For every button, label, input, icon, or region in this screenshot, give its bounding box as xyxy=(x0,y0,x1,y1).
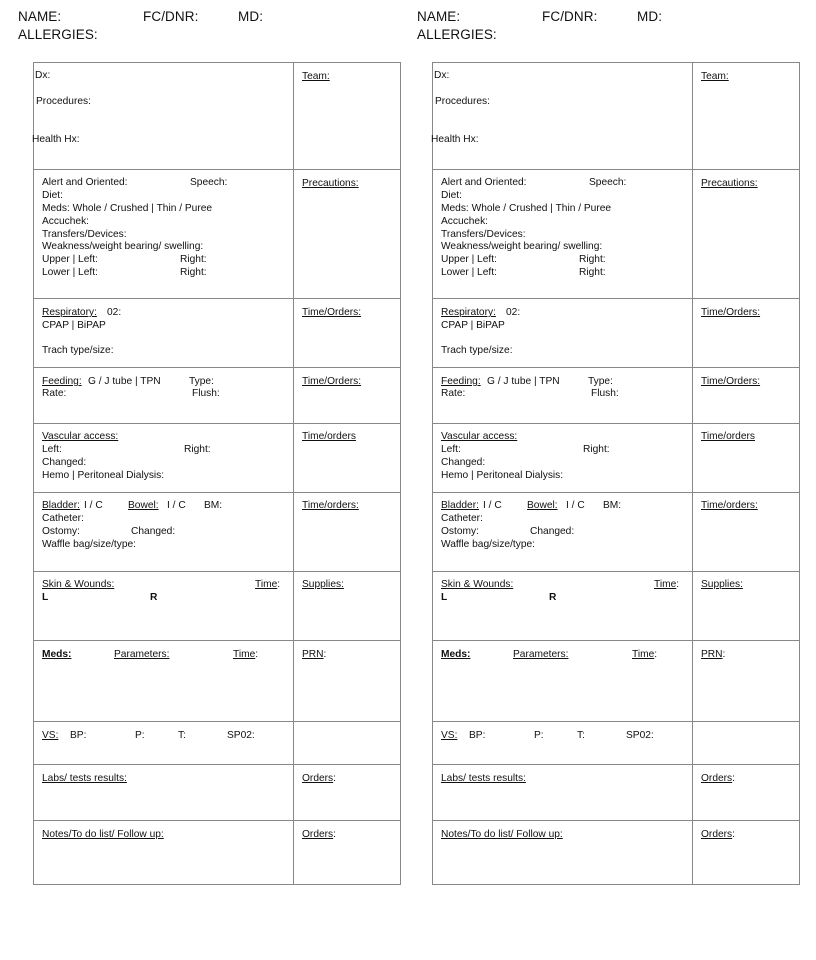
row-divider xyxy=(433,571,799,572)
supplies-label: Supplies: xyxy=(302,579,344,590)
temp-label: T: xyxy=(577,730,585,741)
meds-time-word: Time xyxy=(233,649,256,660)
rate-label: Rate: xyxy=(42,388,67,399)
vitals-label: VS: xyxy=(42,730,59,741)
dialysis-label: Hemo | Peritoneal Dialysis: xyxy=(441,470,564,481)
vascular-time-orders-label: Time/orders xyxy=(701,431,755,442)
prn-word: PRN xyxy=(701,649,723,660)
row-divider xyxy=(34,169,400,170)
vascular-right-label: Right: xyxy=(184,444,211,455)
meds-label: Meds: xyxy=(42,649,72,660)
bowel-label: Bowel: xyxy=(128,500,159,511)
upper-extremity-label: Upper | Left: xyxy=(441,254,497,265)
transfers-label: Transfers/Devices: xyxy=(42,229,127,240)
trach-label: Trach type/size: xyxy=(42,345,114,356)
team-label: Team: xyxy=(302,71,330,82)
code-status-label: FC/DNR: xyxy=(143,9,199,24)
row-divider xyxy=(34,492,400,493)
vascular-access-label: Vascular access: xyxy=(42,431,119,442)
prn-colon: : xyxy=(722,649,726,660)
transfers-label: Transfers/Devices: xyxy=(441,229,526,240)
cpap-bipap-label: CPAP | BiPAP xyxy=(441,320,505,331)
labs-orders-word: Orders xyxy=(302,773,334,784)
precautions-label: Precautions: xyxy=(701,178,758,189)
row-divider xyxy=(34,423,400,424)
name-label: NAME: xyxy=(18,9,62,24)
procedures-label: Procedures: xyxy=(435,96,490,107)
vascular-time-orders-label: Time/orders xyxy=(302,431,356,442)
notes-orders-word: Orders xyxy=(701,829,733,840)
vascular-right-label: Right: xyxy=(583,444,610,455)
upper-right-label: Right: xyxy=(180,254,207,265)
vascular-left-label: Left: xyxy=(441,444,461,455)
row-divider xyxy=(433,169,799,170)
labs-orders-colon: : xyxy=(732,773,735,784)
name-label: NAME: xyxy=(417,9,461,24)
procedures-label: Procedures: xyxy=(36,96,91,107)
skin-wounds-label: Skin & Wounds: xyxy=(441,579,514,590)
bm-label: BM: xyxy=(603,500,622,511)
meds-time-colon: : xyxy=(255,649,259,660)
lower-right-label: Right: xyxy=(180,267,207,278)
skin-time-colon: : xyxy=(676,579,680,590)
row-divider xyxy=(433,640,799,641)
ostomy-changed-label: Changed: xyxy=(131,526,176,537)
prn-word: PRN xyxy=(302,649,324,660)
bowel-value: I / C xyxy=(167,500,186,511)
row-divider xyxy=(34,640,400,641)
feeding-type-label: Type: xyxy=(588,376,613,387)
notes-label: Notes/To do list/ Follow up: xyxy=(42,829,164,840)
bowel-label: Bowel: xyxy=(527,500,558,511)
catheter-label: Catheter: xyxy=(441,513,483,524)
row-divider xyxy=(433,298,799,299)
upper-right-label: Right: xyxy=(579,254,606,265)
cpap-bipap-label: CPAP | BiPAP xyxy=(42,320,106,331)
team-label: Team: xyxy=(701,71,729,82)
row-divider xyxy=(34,764,400,765)
md-label: MD: xyxy=(238,9,264,24)
feeding-time-orders-label: Time/Orders: xyxy=(701,376,761,387)
row-divider xyxy=(433,764,799,765)
health-hx-label: Health Hx: xyxy=(32,134,80,145)
bladder-time-orders-label: Time/orders: xyxy=(302,500,359,511)
labs-orders-word: Orders xyxy=(701,773,733,784)
tube-type-options: G / J tube | TPN xyxy=(88,376,161,387)
weakness-label: Weakness/weight bearing/ swelling: xyxy=(441,241,603,252)
waffle-bag-label: Waffle bag/size/type: xyxy=(42,539,136,550)
upper-extremity-label: Upper | Left: xyxy=(42,254,98,265)
ostomy-label: Ostomy: xyxy=(441,526,479,537)
alert-oriented-label: Alert and Oriented: xyxy=(42,177,128,188)
meds-label: Meds: xyxy=(441,649,471,660)
dx-label: Dx: xyxy=(434,70,450,81)
notes-orders-colon: : xyxy=(333,829,336,840)
notes-orders-colon: : xyxy=(732,829,735,840)
left-side-marker: L xyxy=(42,592,49,603)
diet-label: Diet: xyxy=(42,190,63,201)
meds-time-label xyxy=(632,649,657,662)
skin-wounds-label: Skin & Wounds: xyxy=(42,579,115,590)
allergies-label: ALLERGIES: xyxy=(417,27,497,42)
prn-label xyxy=(302,649,326,662)
row-divider xyxy=(433,423,799,424)
right-side-marker: R xyxy=(150,592,158,603)
flush-label: Flush: xyxy=(192,388,220,399)
dx-label: Dx: xyxy=(35,70,51,81)
row-divider xyxy=(34,298,400,299)
meds-time-colon: : xyxy=(654,649,658,660)
report-sheet-left xyxy=(0,0,380,960)
skin-time-word: Time xyxy=(654,579,677,590)
feeding-label: Feeding: xyxy=(441,376,481,387)
spo2-label: SP02: xyxy=(227,730,255,741)
spo2-label: SP02: xyxy=(626,730,654,741)
weakness-label: Weakness/weight bearing/ swelling: xyxy=(42,241,204,252)
lower-extremity-label: Lower | Left: xyxy=(441,267,497,278)
respiratory-time-orders-label: Time/Orders: xyxy=(701,307,761,318)
tube-type-options: G / J tube | TPN xyxy=(487,376,560,387)
meds-time-word: Time xyxy=(632,649,655,660)
o2-label: 02: xyxy=(506,307,521,318)
catheter-label: Catheter: xyxy=(42,513,84,524)
vascular-access-label: Vascular access: xyxy=(441,431,518,442)
bladder-time-orders-label: Time/orders: xyxy=(701,500,758,511)
bladder-value: I / C xyxy=(84,500,103,511)
skin-time-label xyxy=(654,579,679,592)
notes-orders-word: Orders xyxy=(302,829,334,840)
row-divider xyxy=(34,721,400,722)
skin-time-colon: : xyxy=(277,579,281,590)
md-label: MD: xyxy=(637,9,663,24)
bladder-value: I / C xyxy=(483,500,502,511)
skin-time-word: Time xyxy=(255,579,278,590)
row-divider xyxy=(34,820,400,821)
vascular-left-label: Left: xyxy=(42,444,62,455)
skin-time-label xyxy=(255,579,280,592)
row-divider xyxy=(34,367,400,368)
respiratory-label: Respiratory: xyxy=(441,307,496,318)
accuchek-label: Accuchek: xyxy=(441,216,488,227)
row-divider xyxy=(433,367,799,368)
prn-colon: : xyxy=(323,649,327,660)
bladder-label: Bladder: xyxy=(441,500,479,511)
row-divider xyxy=(433,820,799,821)
vascular-changed-label: Changed: xyxy=(441,457,486,468)
health-hx-label: Health Hx: xyxy=(431,134,479,145)
respiratory-time-orders-label: Time/Orders: xyxy=(302,307,362,318)
pulse-label: P: xyxy=(135,730,145,741)
trach-label: Trach type/size: xyxy=(441,345,513,356)
o2-label: 02: xyxy=(107,307,122,318)
speech-label: Speech: xyxy=(589,177,627,188)
meds-time-label xyxy=(233,649,258,662)
precautions-label: Precautions: xyxy=(302,178,359,189)
diet-label: Diet: xyxy=(441,190,462,201)
right-side-marker: R xyxy=(549,592,557,603)
vascular-changed-label: Changed: xyxy=(42,457,87,468)
flush-label: Flush: xyxy=(591,388,619,399)
temp-label: T: xyxy=(178,730,186,741)
bladder-label: Bladder: xyxy=(42,500,80,511)
meds-form-line: Meds: Whole / Crushed | Thin / Puree xyxy=(42,203,213,214)
row-divider xyxy=(433,721,799,722)
notes-orders-label xyxy=(701,829,735,842)
feeding-type-label: Type: xyxy=(189,376,214,387)
bp-label: BP: xyxy=(469,730,486,741)
lower-extremity-label: Lower | Left: xyxy=(42,267,98,278)
labs-orders-colon: : xyxy=(333,773,336,784)
ostomy-changed-label: Changed: xyxy=(530,526,575,537)
parameters-label: Parameters: xyxy=(114,649,170,660)
meds-form-line: Meds: Whole / Crushed | Thin / Puree xyxy=(441,203,612,214)
row-divider xyxy=(433,492,799,493)
rate-label: Rate: xyxy=(441,388,466,399)
labs-orders-label xyxy=(701,773,735,786)
code-status-label: FC/DNR: xyxy=(542,9,598,24)
column-divider xyxy=(692,63,693,884)
waffle-bag-label: Waffle bag/size/type: xyxy=(441,539,535,550)
parameters-label: Parameters: xyxy=(513,649,569,660)
left-side-marker: L xyxy=(441,592,448,603)
labs-orders-label xyxy=(302,773,336,786)
bowel-value: I / C xyxy=(566,500,585,511)
bp-label: BP: xyxy=(70,730,87,741)
vitals-label: VS: xyxy=(441,730,458,741)
prn-label xyxy=(701,649,725,662)
row-divider xyxy=(34,571,400,572)
feeding-label: Feeding: xyxy=(42,376,82,387)
labs-results-label: Labs/ tests results: xyxy=(42,773,127,784)
column-divider xyxy=(293,63,294,884)
labs-results-label: Labs/ tests results: xyxy=(441,773,526,784)
respiratory-label: Respiratory: xyxy=(42,307,97,318)
report-sheet-right xyxy=(399,0,779,960)
alert-oriented-label: Alert and Oriented: xyxy=(441,177,527,188)
bm-label: BM: xyxy=(204,500,223,511)
lower-right-label: Right: xyxy=(579,267,606,278)
pulse-label: P: xyxy=(534,730,544,741)
speech-label: Speech: xyxy=(190,177,228,188)
ostomy-label: Ostomy: xyxy=(42,526,80,537)
dialysis-label: Hemo | Peritoneal Dialysis: xyxy=(42,470,165,481)
allergies-label: ALLERGIES: xyxy=(18,27,98,42)
notes-label: Notes/To do list/ Follow up: xyxy=(441,829,563,840)
feeding-time-orders-label: Time/Orders: xyxy=(302,376,362,387)
accuchek-label: Accuchek: xyxy=(42,216,89,227)
notes-orders-label xyxy=(302,829,336,842)
supplies-label: Supplies: xyxy=(701,579,743,590)
